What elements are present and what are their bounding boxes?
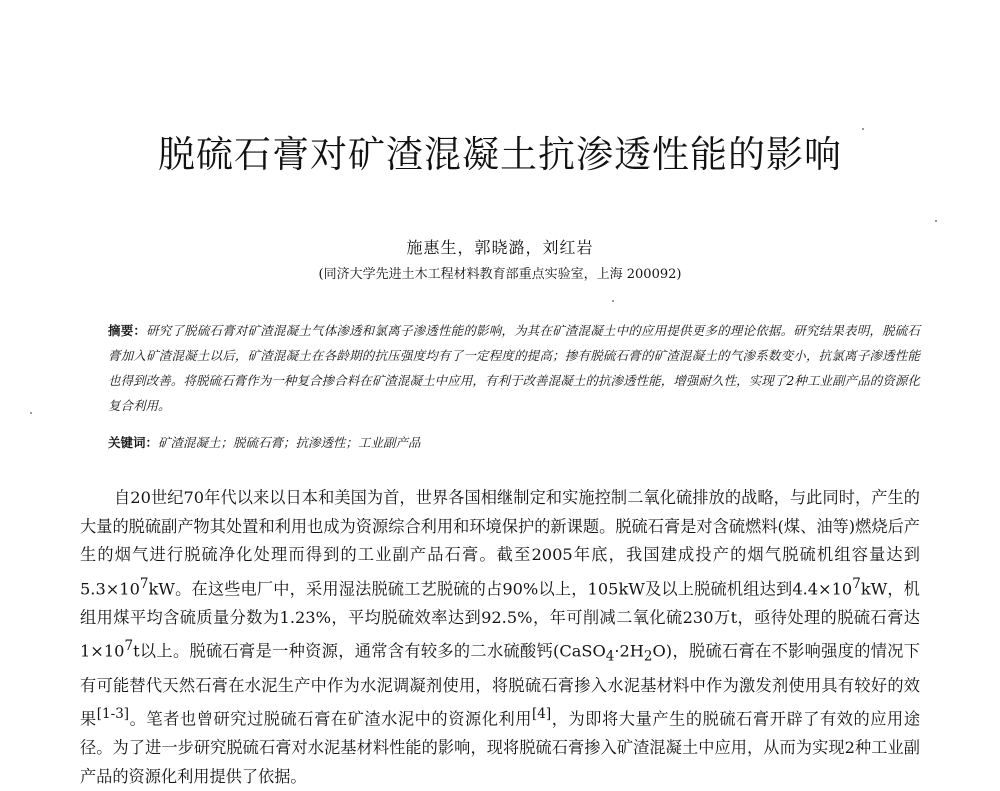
abstract	[108, 318, 920, 418]
abstract-text: 研究了脱硫石膏对矿渣混凝土气体渗透和氯离子渗透性能的影响，为其在矿渣混凝土中的应用提供更多的理论依据。研究结果表明，脱硫石膏加入矿渣混凝土以后，矿渣混凝土在各龄期的抗压强度均有了一定程度的提高；掺有脱硫石膏的矿渣混凝土的气渗系数变小，抗氯离子渗透性能也得到改善。将脱硫石膏作为一种复合掺合料在矿渣混凝土中应用，有利于改善混凝土的抗渗透性能，增强耐久性，实现了2种工业副产品的资源化复合利用。	[108, 323, 920, 413]
scan-speck	[862, 128, 864, 130]
intro-text-h: ，为即将大量产生的脱硫石膏开辟了有效的应用途径。为了进一步研究脱硫石膏对水泥基材料性能的影响，现将脱硫石膏掺入矿渣混凝土中应用，从而为实现2种工业副产品的资源化利用提供了依据。	[80, 709, 921, 786]
exponent-1: 7	[139, 575, 149, 592]
intro-text-d: t以上。脱硫石膏是一种资源，通常含有较多的二水硫酸钙(CaSO	[133, 641, 606, 661]
affiliation: (同济大学先进土木工程材料教育部重点实验室，上海 200092)	[318, 267, 682, 282]
keywords-text: 矿渣混凝土；脱硫石膏；抗渗透性；工业副产品	[158, 435, 421, 450]
subscript-1: 4	[605, 648, 615, 665]
keywords-label: 关键词：	[108, 435, 159, 450]
subscript-2: 2	[643, 648, 653, 665]
intro-text-b: kW。在这些电厂中，采用湿法脱硫工艺脱硫的占90%以上，105kW及以上脱硫机组达到4.4×10	[148, 579, 853, 599]
scan-speck	[612, 300, 614, 302]
intro-text-g: 。笔者也曾研究过脱硫石膏在矿渣水泥中的资源化利用	[129, 709, 533, 729]
citation-1[interactable]: [1-3]	[96, 706, 130, 723]
paper-title: 脱硫石膏对矿渣混凝土抗渗透性能的影响	[158, 133, 842, 176]
intro-text-c: kW，机组用煤平均含硫质量分数为1.23%，平均脱硫效率达到92.5%，年可削减二氧化硫230万t，亟待处理的脱硫石膏达1×10	[80, 579, 920, 661]
keywords	[108, 430, 920, 455]
intro-text-e: ·2H	[614, 641, 644, 661]
intro-text-a: 自20世纪70年代以来以日本和美国为首，世界各国相继制定和实施控制二氧化硫排放的战略，与此同时，产生的大量的脱硫副产物其处置和利用也成为资源综合利用和环境保护的新课题。脱硫石膏是对含硫燃料(煤、油等)燃烧后产生的烟气进行脱硫净化处理而得到的工业副产品石膏。截至2005年底，我国建成投产的烟气脱硫机组容量达到5.3×10	[80, 488, 920, 599]
scan-speck	[30, 412, 32, 414]
scan-speck	[935, 220, 937, 222]
exponent-2: 7	[852, 575, 861, 592]
intro-text-f: O)，脱硫石膏在不影响强度的情况下有可能替代天然石膏在水泥生产中作为水泥调凝剂使用，将脱硫石膏掺入水泥基材料中作为激发剂使用具有较好的效果	[80, 641, 920, 729]
citation-2[interactable]: [4]	[532, 706, 552, 723]
author-list: 施惠生，郭晓潞，刘红岩	[406, 238, 594, 257]
exponent-3: 7	[124, 638, 134, 655]
abstract-label: 摘要：	[108, 323, 147, 338]
intro-paragraph	[80, 484, 920, 791]
